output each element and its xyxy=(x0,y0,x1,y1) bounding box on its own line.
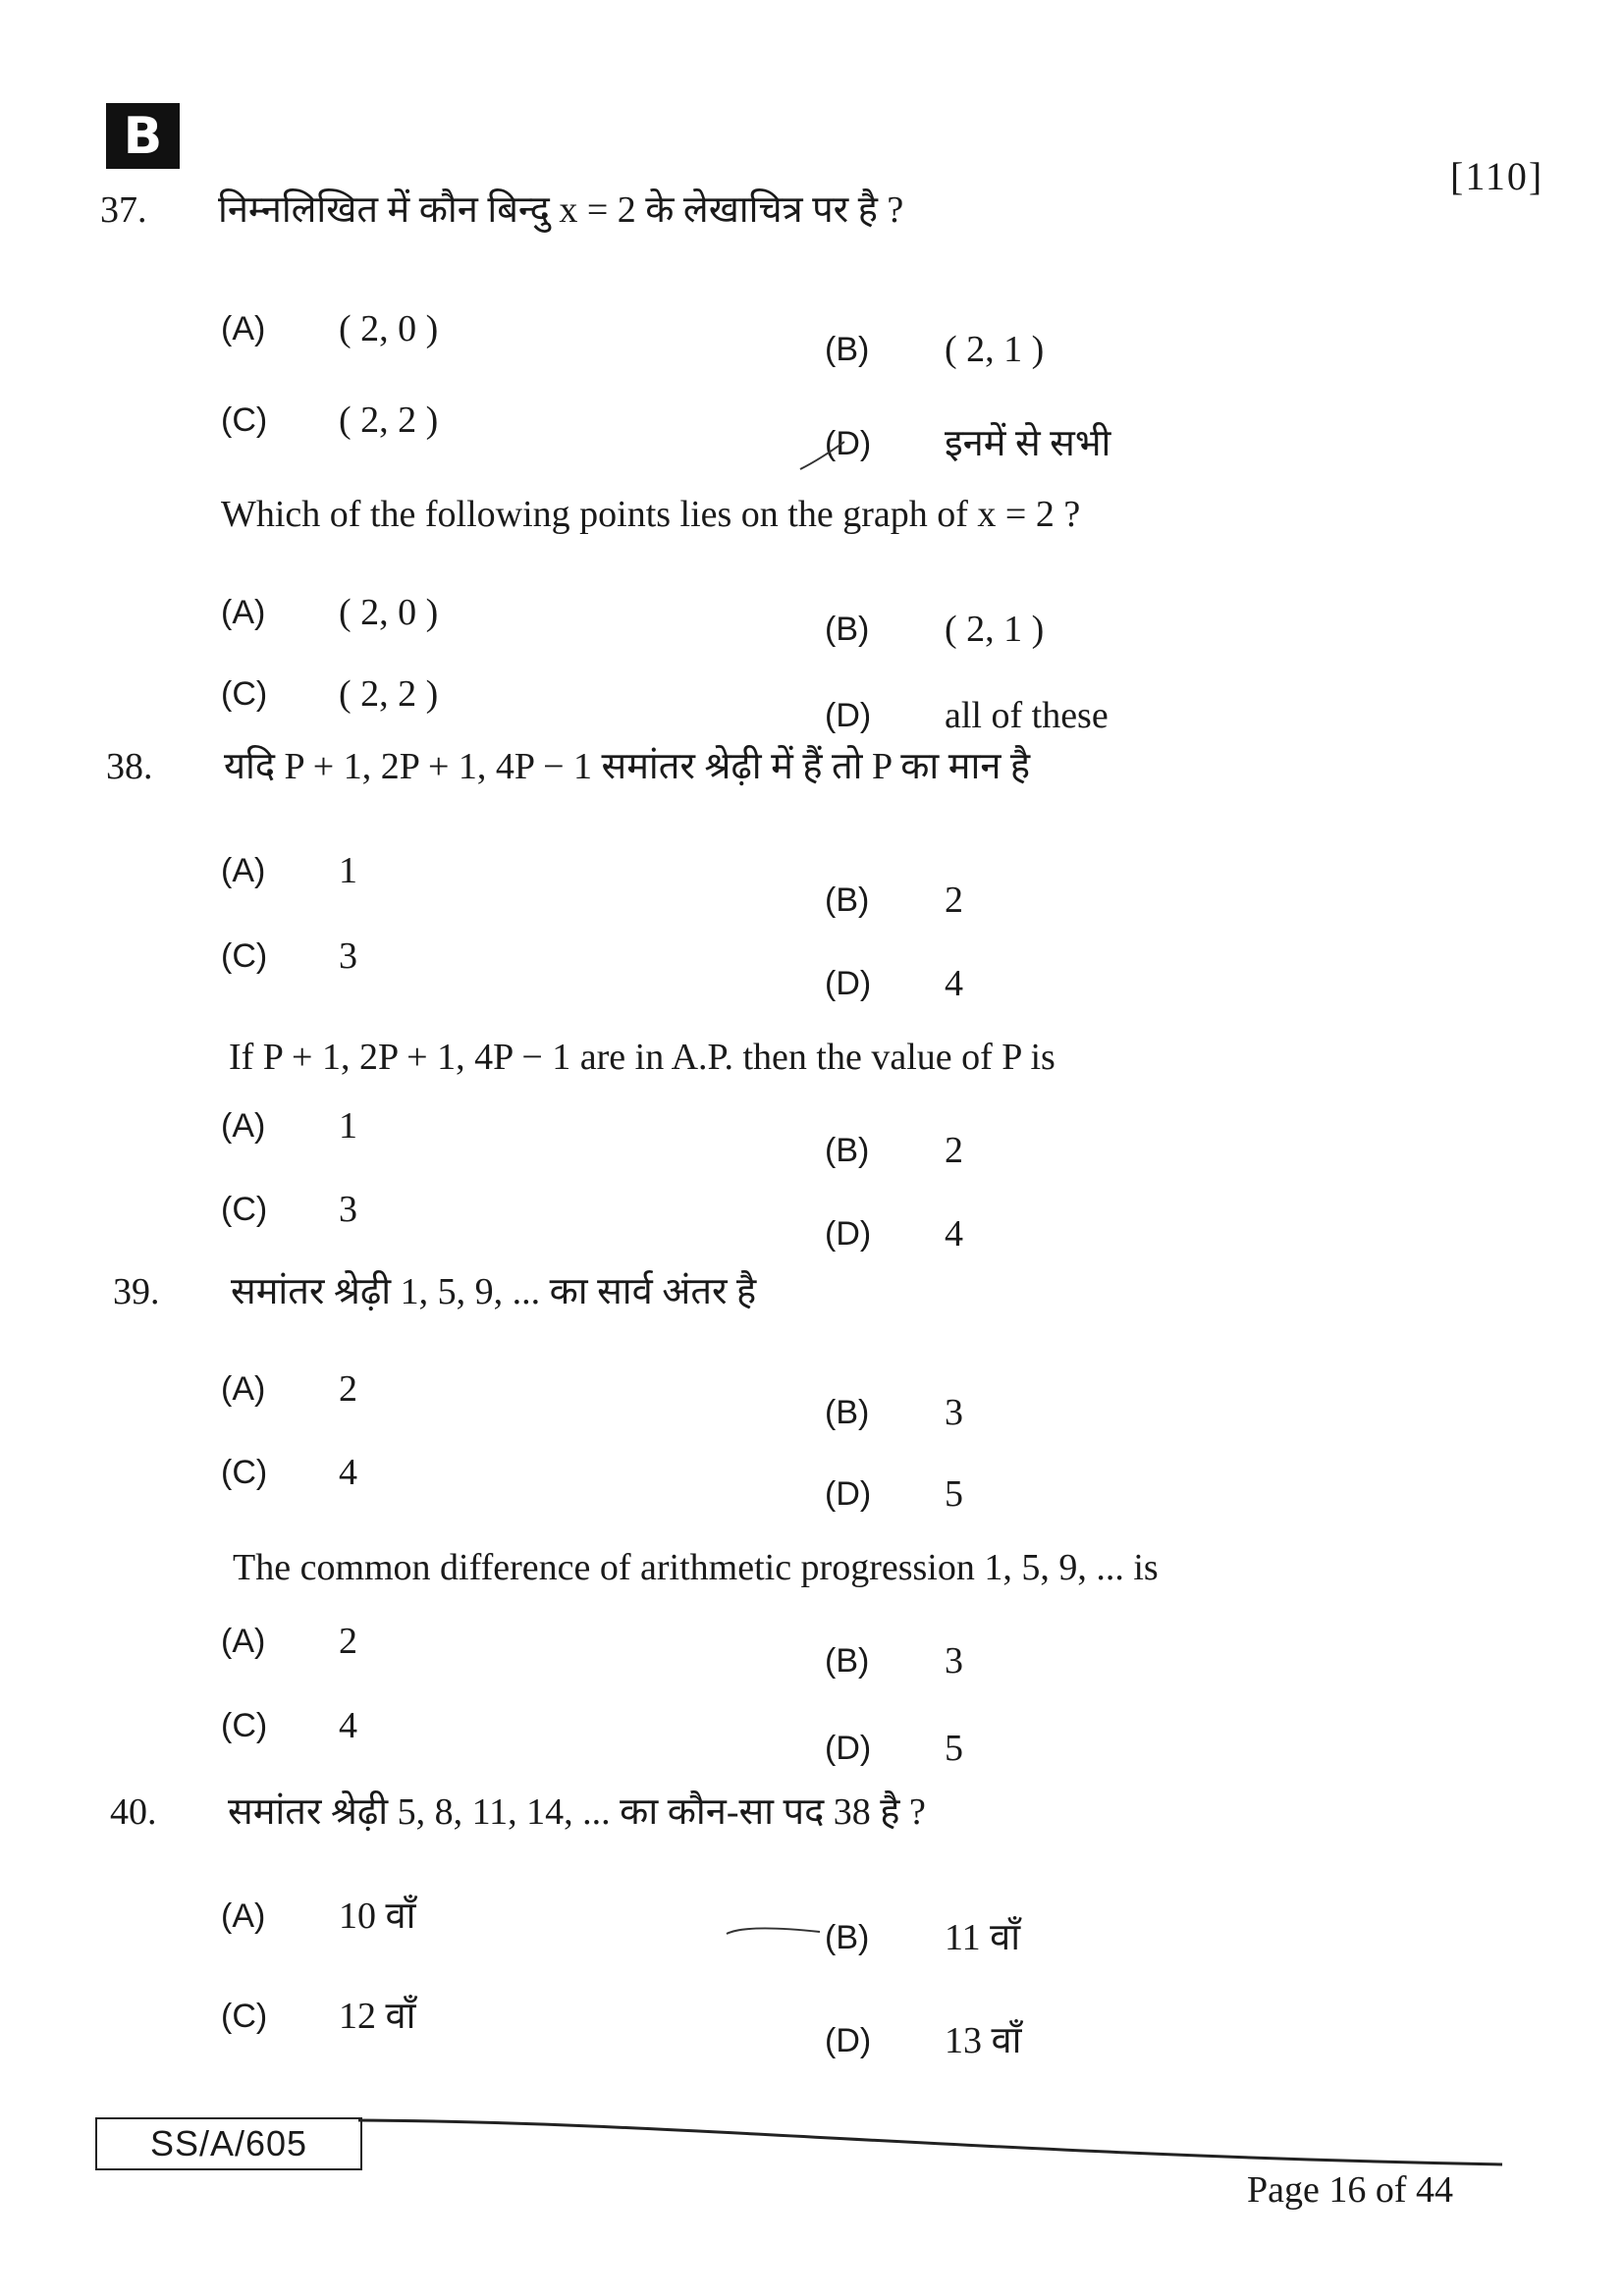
option-label[interactable]: (A) xyxy=(221,1370,266,1408)
option-value[interactable]: 12 वाँ xyxy=(339,1996,416,2037)
option-label[interactable]: (A) xyxy=(221,1623,266,1660)
option-label[interactable]: (D) xyxy=(825,1730,872,1767)
option-label[interactable]: (B) xyxy=(825,1642,870,1680)
option-value[interactable]: 1 xyxy=(339,850,357,891)
option-label[interactable]: (B) xyxy=(825,331,870,368)
question-text-english: The common difference of arithmetic progression 1, 5, 9, ... is xyxy=(233,1547,1159,1588)
option-value[interactable]: all of these xyxy=(945,695,1109,736)
option-value[interactable]: ( 2, 0 ) xyxy=(339,592,439,633)
option-label[interactable]: (B) xyxy=(825,881,870,919)
option-label[interactable]: (A) xyxy=(221,594,266,631)
option-value[interactable]: ( 2, 1 ) xyxy=(945,609,1045,650)
option-label[interactable]: (C) xyxy=(221,675,268,713)
option-label[interactable]: (A) xyxy=(221,1107,266,1145)
option-value[interactable]: 4 xyxy=(945,1213,963,1255)
option-label[interactable]: (C) xyxy=(221,1707,268,1744)
option-label[interactable]: (B) xyxy=(825,611,870,648)
option-label[interactable]: (C) xyxy=(221,1454,268,1491)
option-label[interactable]: (C) xyxy=(221,401,268,439)
option-label[interactable]: (D) xyxy=(825,697,872,734)
option-value[interactable]: इनमें से सभी xyxy=(945,423,1111,464)
option-value[interactable]: 11 वाँ xyxy=(945,1917,1021,1958)
question-number: 40. xyxy=(110,1791,157,1833)
option-value[interactable]: 3 xyxy=(339,1189,357,1230)
option-value[interactable]: 2 xyxy=(945,880,963,921)
option-label[interactable]: (D) xyxy=(825,1215,872,1253)
option-value[interactable]: 3 xyxy=(339,935,357,977)
option-value[interactable]: 2 xyxy=(339,1621,357,1662)
option-value[interactable]: 2 xyxy=(339,1368,357,1410)
option-label[interactable]: (A) xyxy=(221,310,266,347)
page-code: [110] xyxy=(1450,154,1544,198)
question-text-hindi: निम्नलिखित में कौन बिन्दु x = 2 के लेखाचित्र पर है ? xyxy=(218,189,904,231)
option-value[interactable]: 13 वाँ xyxy=(945,2020,1022,2061)
option-value[interactable]: 3 xyxy=(945,1640,963,1682)
option-label[interactable]: (A) xyxy=(221,852,266,889)
option-label[interactable]: (D) xyxy=(825,1475,872,1513)
question-text-english: If P + 1, 2P + 1, 4P − 1 are in A.P. then the value of P is xyxy=(229,1037,1056,1078)
set-badge: B xyxy=(106,103,180,169)
option-label[interactable]: (A) xyxy=(221,1897,266,1935)
option-label[interactable]: (C) xyxy=(221,937,268,975)
option-value[interactable]: 3 xyxy=(945,1392,963,1433)
question-text-english: Which of the following points lies on the graph of x = 2 ? xyxy=(221,494,1081,535)
option-value[interactable]: 1 xyxy=(339,1105,357,1147)
option-value[interactable]: 5 xyxy=(945,1728,963,1769)
page-number: Page 16 of 44 xyxy=(1247,2169,1454,2211)
option-value[interactable]: ( 2, 2 ) xyxy=(339,400,439,441)
question-number: 38. xyxy=(106,746,153,787)
option-label[interactable]: (B) xyxy=(825,1919,870,1956)
question-text-hindi: समांतर श्रेढ़ी 1, 5, 9, ... का सार्व अंतर है xyxy=(231,1271,757,1312)
option-value[interactable]: 10 वाँ xyxy=(339,1896,416,1937)
question-number: 37. xyxy=(100,189,147,231)
option-value[interactable]: 2 xyxy=(945,1130,963,1171)
option-value[interactable]: 4 xyxy=(339,1452,357,1493)
question-text-hindi: समांतर श्रेढ़ी 5, 8, 11, 14, ... का कौन-सा पद 38 है ? xyxy=(228,1791,926,1833)
question-number: 39. xyxy=(113,1271,160,1312)
option-label[interactable]: (B) xyxy=(825,1132,870,1169)
option-value[interactable]: 5 xyxy=(945,1473,963,1515)
question-text-hindi: यदि P + 1, 2P + 1, 4P − 1 समांतर श्रेढ़ी में हैं तो P का मान है xyxy=(224,746,1031,787)
option-label[interactable]: (C) xyxy=(221,1191,268,1228)
pen-tick-mark xyxy=(727,1928,820,1934)
paper-code-box: SS/A/605 xyxy=(95,2117,362,2170)
option-value[interactable]: ( 2, 2 ) xyxy=(339,673,439,715)
option-value[interactable]: 4 xyxy=(945,963,963,1004)
option-label[interactable]: (D) xyxy=(825,425,872,462)
option-value[interactable]: ( 2, 0 ) xyxy=(339,308,439,349)
option-label[interactable]: (D) xyxy=(825,2022,872,2059)
option-label[interactable]: (B) xyxy=(825,1394,870,1431)
option-value[interactable]: 4 xyxy=(339,1705,357,1746)
option-value[interactable]: ( 2, 1 ) xyxy=(945,329,1045,370)
option-label[interactable]: (D) xyxy=(825,965,872,1002)
option-label[interactable]: (C) xyxy=(221,1998,268,2035)
